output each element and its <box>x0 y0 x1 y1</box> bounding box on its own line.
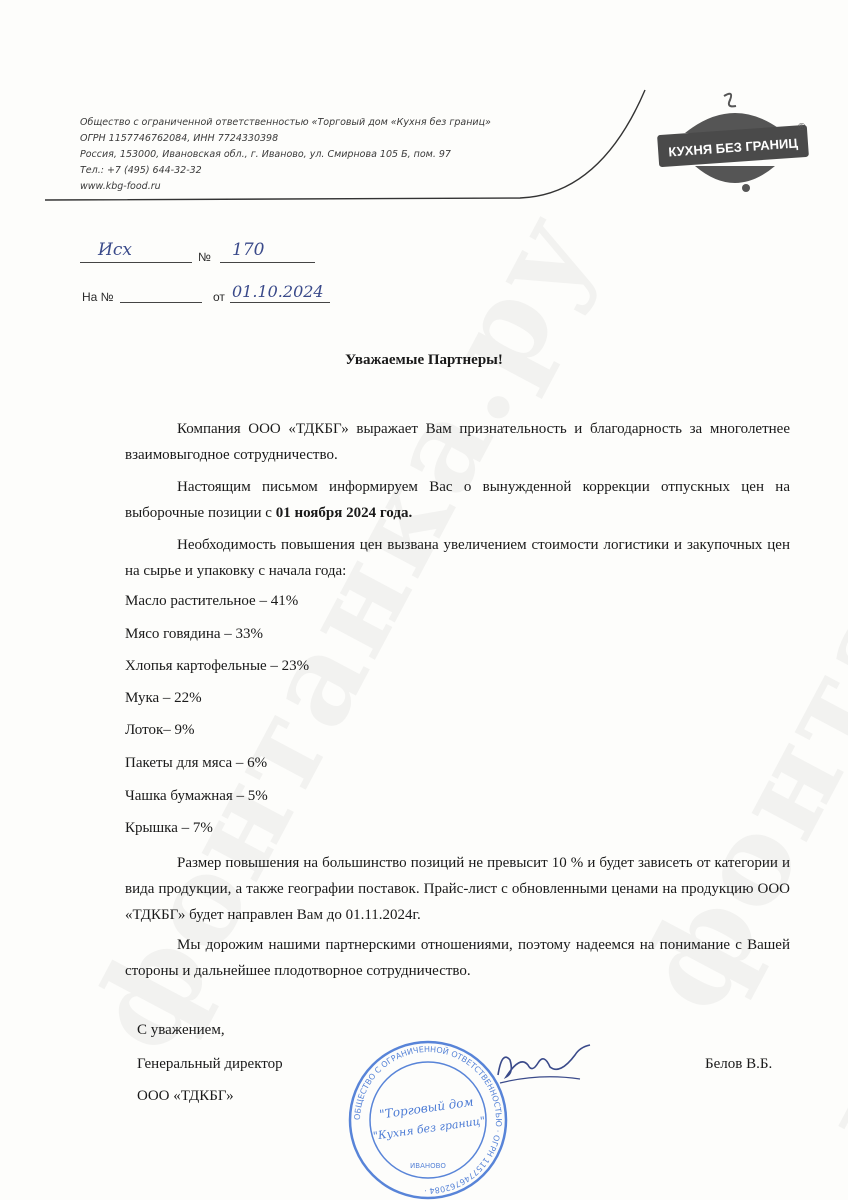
number-label: № <box>198 250 211 264</box>
paragraph-reason: Необходимость повышения цен вызвана увеличением стоимости логистики и закупочных цен на сырье и упаковку с начала года: <box>125 537 790 579</box>
logo-text: КУХНЯ БЕЗ ГРАНИЦ <box>667 135 799 160</box>
requisites-line: www.kbg-food.ru <box>80 181 161 192</box>
greeting: Уважаемые Партнеры! <box>345 352 503 368</box>
outgoing-number: 170 <box>232 240 265 260</box>
list-item: Хлопья картофельные – 23% <box>125 658 310 674</box>
list-item: Масло растительное – 41% <box>125 593 299 609</box>
requisites-line: ОГРН 1157746762084, ИНН 7724330398 <box>80 133 279 144</box>
notice-text: Настоящим письмом информируем Вас о вынужденной коррекции отпускных цен на выборочные позиции с <box>125 479 790 521</box>
signer-name: Белов В.Б. <box>705 1056 773 1072</box>
underline <box>230 302 330 303</box>
list-item: Мука – 22% <box>125 690 202 706</box>
list-item: Мясо говядина – 33% <box>125 626 264 642</box>
underline <box>80 262 192 263</box>
underline <box>120 302 202 303</box>
stamp-line-1: "Торговый дом <box>378 1094 475 1122</box>
paragraph-notice <box>125 474 790 526</box>
outgoing-prefix: Исх <box>98 240 132 260</box>
list-item: Чашка бумажная – 5% <box>125 788 268 804</box>
handwritten-signature <box>480 1035 600 1095</box>
list-item: Лоток– 9% <box>125 722 195 738</box>
incoming-number-label: На № <box>82 290 114 304</box>
letter-date: 01.10.2024 <box>232 282 324 301</box>
paragraph-closing: Мы дорожим нашими партнерскими отношениями, поэтому надеемся на понимание с Вашей стороны и дальнейшее плодотворное сотрудничество. <box>125 937 790 979</box>
signer-position: Генеральный директор <box>137 1056 283 1072</box>
paragraph-intro: Компания ООО «ТДКБГ» выражает Вам признательность и благодарность за многолетнее взаимовыгодное сотрудничество. <box>125 421 790 463</box>
requisites-line: Тел.: +7 (495) 644-32-32 <box>80 165 202 176</box>
stamp-bottom: ИВАНОВО <box>410 1162 446 1170</box>
registered-mark: ® <box>798 122 806 133</box>
regards-text: С уважением, <box>137 1022 225 1038</box>
requisites-line: Россия, 153000, Ивановская обл., г. Иваново, ул. Смирнова 105 Б, пом. 97 <box>80 149 451 160</box>
requisites-line: Общество с ограниченной ответственностью «Торговый дом «Кухня без границ» <box>80 117 491 128</box>
company-requisites <box>80 115 600 195</box>
stamp-ring-text: ОБЩЕСТВО С ОГРАНИЧЕННОЙ ОТВЕТСТВЕННОСТЬЮ · ОГРН 1157746762084 · <box>352 1044 504 1196</box>
watermark <box>804 328 848 1200</box>
list-item: Пакеты для мяса – 6% <box>125 755 268 771</box>
company-logo <box>650 88 820 203</box>
underline <box>220 262 315 263</box>
list-item: Крышка – 7% <box>125 820 213 836</box>
effective-date: 01 ноября 2024 года. <box>275 505 413 521</box>
date-label: от <box>213 290 225 304</box>
stamp-line-2: "Кухня без границ" <box>372 1114 487 1143</box>
signer-company: ООО «ТДКБГ» <box>137 1088 234 1104</box>
paragraph-increase-size: Размер повышения на большинство позиций не превысит 10 % и будет зависеть от категории и вида продукции, а также географии поставок. Прайс-лист с обновленными ценами на продукцию ООО «ТДКБГ» будет направлен Вам до 01.11.2024г. <box>125 855 790 923</box>
